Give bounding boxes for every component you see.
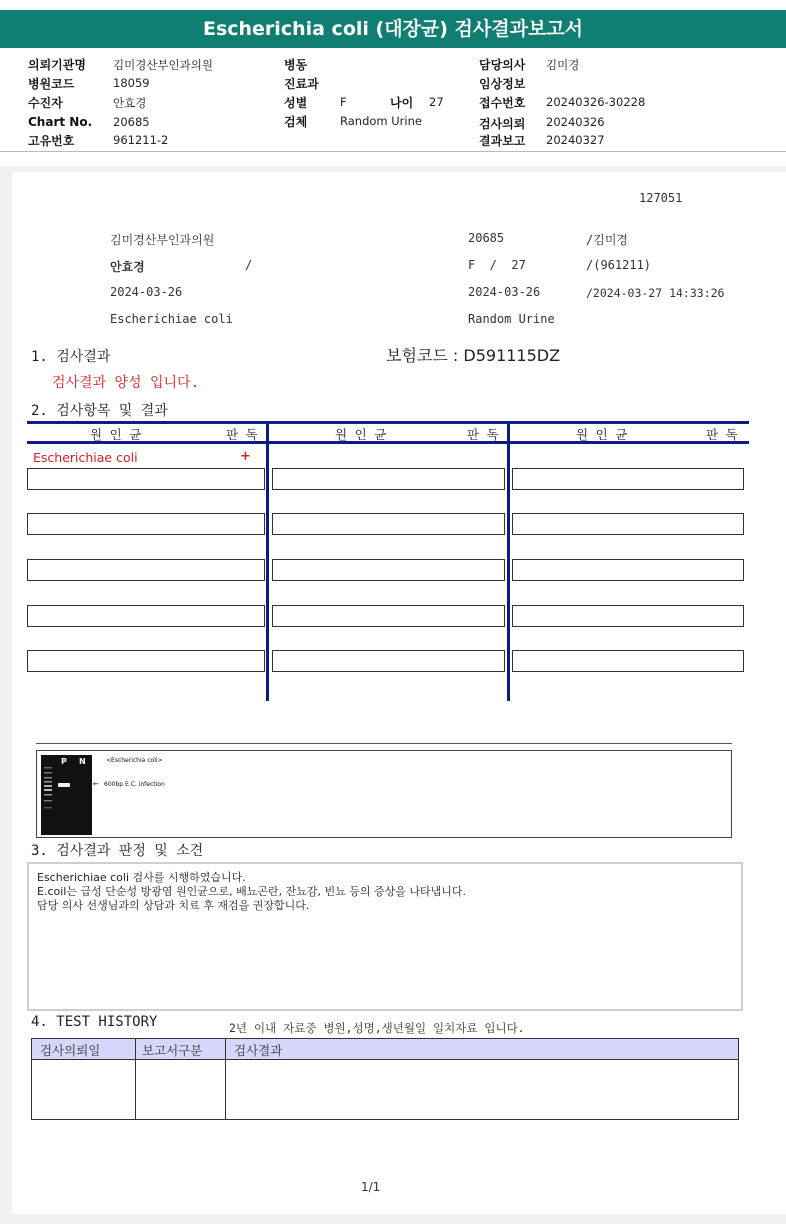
summary-chart-no: 20685 <box>468 231 505 245</box>
insurance-code: 보험코드 : D591115DZ <box>386 346 561 365</box>
summary-receive-date: 2024-03-26 <box>468 285 541 299</box>
ward-label: 병동 <box>284 58 308 72</box>
summary-sex-age: F / 27 <box>468 258 526 272</box>
section2-title: 2. 검사항목 및 결과 <box>31 403 168 419</box>
result-statement: 검사결과 양성 입니다. <box>52 375 200 391</box>
sex-value: F <box>340 95 347 109</box>
section1-title: 1. 검사결과 <box>31 349 111 365</box>
result-box <box>27 605 265 627</box>
gel-divider <box>36 743 732 744</box>
request-date-value: 20240326 <box>546 115 605 129</box>
summary-report-datetime: /2024-03-27 14:33:26 <box>586 286 725 300</box>
reference-number: 127051 <box>639 191 683 205</box>
history-col-request-date: 검사의뢰일 <box>40 1043 101 1058</box>
unique-id-label: 고유번호 <box>28 134 75 148</box>
summary-specimen: Random Urine <box>468 312 555 326</box>
test-history-table <box>31 1038 739 1120</box>
attending-doctor-value: 김미경 <box>546 58 580 72</box>
result-box <box>272 513 505 535</box>
attending-doctor-label: 담당의사 <box>479 58 526 72</box>
clinical-info-label: 임상정보 <box>479 77 526 91</box>
specimen-label: 검체 <box>284 115 308 129</box>
history-col-divider <box>225 1039 226 1119</box>
grid-divider-2 <box>507 421 510 701</box>
section4-title: 4. TEST HISTORY <box>31 1014 158 1030</box>
summary-test-name: Escherichiae coli <box>110 312 233 326</box>
gel-arrow-icon: ← <box>93 780 99 788</box>
accession-no-label: 접수번호 <box>479 96 526 110</box>
requesting-institution-label: 의뢰기관명 <box>28 58 86 72</box>
section3-title: 3. 검사결과 판정 및 소견 <box>31 843 204 859</box>
gel-lane-label-n: N <box>79 757 86 766</box>
result-box <box>512 605 744 627</box>
gel-lane-label-p: P <box>61 757 67 766</box>
gel-electrophoresis-image <box>41 755 92 835</box>
result-box <box>27 468 265 490</box>
result-box <box>512 559 744 581</box>
result-box <box>272 468 505 490</box>
history-header-row <box>32 1039 738 1060</box>
chart-no-value: 20685 <box>113 115 150 129</box>
result-box <box>272 650 505 672</box>
opinion-line: E.coil는 급성 단순성 방광염 원인균으로, 배뇨곤란, 잔뇨감, 빈뇨 등의 증상을 나타냅니다. <box>37 885 466 898</box>
opinion-text <box>37 871 466 913</box>
opinion-line: 담당 의사 선생님과의 상담과 치료 후 재검을 권장합니다. <box>37 899 310 912</box>
summary-doctor: /김미경 <box>586 233 629 247</box>
requesting-institution-value: 김미경산부인과의원 <box>113 58 213 72</box>
summary-patient: 안효경 <box>110 260 145 274</box>
result-box <box>272 605 505 627</box>
col2-pathogen-header: 원 인 균 <box>335 427 387 442</box>
header-divider <box>0 151 786 152</box>
report-date-label: 결과보고 <box>479 134 526 148</box>
result-box <box>27 513 265 535</box>
result-box <box>272 559 505 581</box>
gel-bands-graphic <box>41 755 92 835</box>
report-date-value: 20240327 <box>546 133 605 147</box>
col3-pathogen-header: 원 인 균 <box>576 427 628 442</box>
col3-judgement-header: 판 독 <box>706 427 738 442</box>
gel-annotation: 600bp E.C. infection <box>104 781 165 788</box>
specimen-value: Random Urine <box>340 114 422 128</box>
history-col-divider <box>135 1039 136 1119</box>
result-box <box>512 650 744 672</box>
pathogen-name: Escherichiae coli <box>33 450 138 465</box>
hospital-code-label: 병원코드 <box>28 77 75 91</box>
pathogen-judgement: + <box>240 449 251 464</box>
history-col-report-type: 보고서구분 <box>142 1043 203 1058</box>
col2-judgement-header: 판 독 <box>467 427 499 442</box>
gel-title: <Escherichia coli> <box>106 757 163 764</box>
accession-no-value: 20240326-30228 <box>546 95 646 109</box>
page-number: 1/1 <box>361 1180 381 1194</box>
sex-label: 성별 <box>284 96 308 110</box>
grid-divider-1 <box>266 421 269 701</box>
age-label: 나이 <box>390 96 414 110</box>
col1-judgement-header: 판 독 <box>226 427 258 442</box>
unique-id-value: 961211-2 <box>113 133 169 147</box>
department-label: 진료과 <box>284 77 319 91</box>
summary-patient-separator: / <box>245 258 253 272</box>
report-title: Escherichia coli (대장균) 검사결과보고서 <box>0 10 786 48</box>
request-date-label: 검사의뢰 <box>479 117 526 131</box>
chart-no-label: Chart No. <box>28 115 93 129</box>
result-box <box>512 513 744 535</box>
summary-hospital: 김미경산부인과의원 <box>110 233 215 247</box>
summary-birth: /(961211) <box>586 258 652 272</box>
grid-top-rule <box>27 421 749 424</box>
patient-value: 안효경 <box>113 96 147 110</box>
opinion-box <box>27 862 743 1011</box>
result-box <box>512 468 744 490</box>
history-note: 2년 이내 자료중 병원,성명,생년월일 일치자료 입니다. <box>229 1021 525 1035</box>
col1-pathogen-header: 원 인 균 <box>90 427 142 442</box>
age-value: 27 <box>429 95 444 109</box>
summary-request-date: 2024-03-26 <box>110 285 183 299</box>
hospital-code-value: 18059 <box>113 76 150 90</box>
patient-label: 수진자 <box>28 96 63 110</box>
history-col-result: 검사결과 <box>234 1043 283 1058</box>
result-box <box>27 559 265 581</box>
result-box <box>27 650 265 672</box>
opinion-line: Escherichiae coli 검사를 시행하였습니다. <box>37 871 246 884</box>
